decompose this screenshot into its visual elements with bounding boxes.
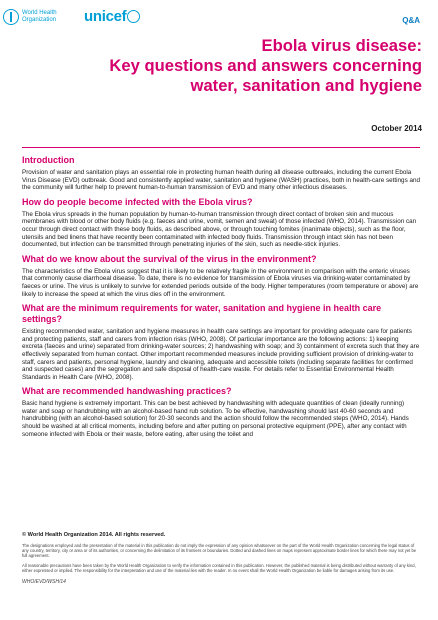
document-title <box>62 36 422 96</box>
section-introduction <box>22 155 420 192</box>
unicef-logo-text: unicef <box>84 8 127 25</box>
copyright-notice: © World Health Organization 2014. All rights reserved. <box>22 532 166 538</box>
unicef-logo <box>84 8 140 25</box>
section-infection <box>22 197 420 249</box>
title-line-2: Key questions and answers concerning <box>109 56 422 75</box>
who-emblem-icon <box>3 9 19 25</box>
qa-label: Q&A <box>402 16 420 25</box>
section-body: The characteristics of the Ebola virus suggest that it is likely to be relatively fragile in the environment in comparison with the enteric viruses that commonly cause diarrhoeal disease. To date, there is no evidence for transmission of Ebola viruses via drinking-water contaminated by faeces or urine. The virus is unlikely to survive for extended periods outside of the body. Higher temperatures (room temperature or above) are likely to increase the speed at which the virus dies off in the environment. <box>22 267 419 298</box>
unicef-emblem-icon <box>127 10 140 23</box>
title-block <box>62 36 422 133</box>
who-logo <box>3 9 78 25</box>
title-line-1: Ebola virus disease: <box>261 36 422 55</box>
publication-date: October 2014 <box>371 124 422 133</box>
section-body: Basic hand hygiene is extremely important. This can be best achieved by handwashing with adequate quantities of clean (ideally running) water and soap or handrubbing with an alcohol-based hand rub solution. To be effective, handwashing should last 40-60 seconds and handrubbing (with an alcohol-based solution) for 20-30 seconds and the action should follow the recommended steps (WHO, 2014). Hands should be washed at all critical moments, including before and after putting on personal protective equipment (PPE), after any contact with someone infected with Ebola or their waste, before eating, after using the toilet and <box>22 400 409 438</box>
main-content <box>22 155 420 443</box>
section-body: Existing recommended water, sanitation and hygiene measures in health care settings are important for providing adequate care for patients and protecting patients, staff and carers from infection risks (WHO, 2008). Of particular importance are the following actions: 1) keeping excreta (faeces and urine) separated from drinking-water sources; 2) handwashing with soap; and 3) containment of excreta such that they are effectively separated from human contact. Other important recommended measures include providing sufficient provision of drinking-water to staff, carers and patients, personal hygiene, laundry and cleaning, adequate and accessible toilets (including separate facilities for confirmed and suspected cases) and the segregation and safe disposal of health-care waste. For details refer to Essential Environmental Health Standards in Health Care (WHO, 2008). <box>22 328 420 381</box>
section-heading: What are the minimum requirements for water, sanitation and hygiene in health care settings? <box>22 303 382 325</box>
section-body: The Ebola virus spreads in the human population by human-to-human transmission through direct contact of broken skin and mucous membranes with blood or other body fluids (e.g. faeces and urine, vomit, semen and sweat) of those infected (WHO, 2014). Transmission can occur through direct contact with these body fluids, as described above, or through touching fomites (inanimate objects), such as the floor, utensils and bed linens that have recently been contaminated with infected body fluids. Transmission through intact skin has not been documented, but infection can be transmitted through penetrating injuries of the skin, such as needle-stick injuries. <box>22 210 417 249</box>
section-heading: Introduction <box>22 155 75 165</box>
page-footer <box>22 532 420 585</box>
document-code: WHO/EVD/WSH/14 <box>22 579 66 586</box>
section-minimum-requirements <box>22 303 420 381</box>
section-body: Provision of water and sanitation plays an essential role in protecting human health during all disease outbreaks, including the current Ebola Virus Disease (EVD) outbreak. Good and consistently applied water, sanitation and hygiene (WASH) practices, both in health-care settings and the community will further help to prevent human-to-human transmission of EVD and many other infectious diseases. <box>22 169 420 192</box>
section-handwashing <box>22 386 420 438</box>
disclaimer-2: All reasonable precautions have been taken by the World Health Organization to verify the information contained in this publication. However, the published material is being distributed without warranty of any kind, either expressed or implied. The responsibility for the interpretation and use of the material lies with the reader. In no event shall the World Health Organization be liable for damages arising from its use. <box>22 562 416 573</box>
title-divider <box>22 147 420 148</box>
logos <box>3 8 140 25</box>
section-heading: What do we know about the survival of the virus in the environment? <box>22 253 317 264</box>
title-line-3: water, sanitation and hygiene <box>190 76 422 95</box>
page-header <box>0 0 438 36</box>
who-logo-text: World Health Organization <box>22 9 57 23</box>
section-heading: What are recommended handwashing practices? <box>22 386 232 397</box>
section-survival <box>22 254 420 298</box>
disclaimer-1: The designations employed and the presentation of the material in this publication do not imply the expression of any opinion whatsoever on the part of the World Health Organization concerning the legal status of any country, territory, city or area or of its authorities, or concerning the delimitation of its frontiers or boundaries. Dotted and dashed lines on maps represent approximate border lines for which there may not yet be full agreement. <box>22 543 417 559</box>
section-heading: How do people become infected with the Ebola virus? <box>22 196 253 207</box>
